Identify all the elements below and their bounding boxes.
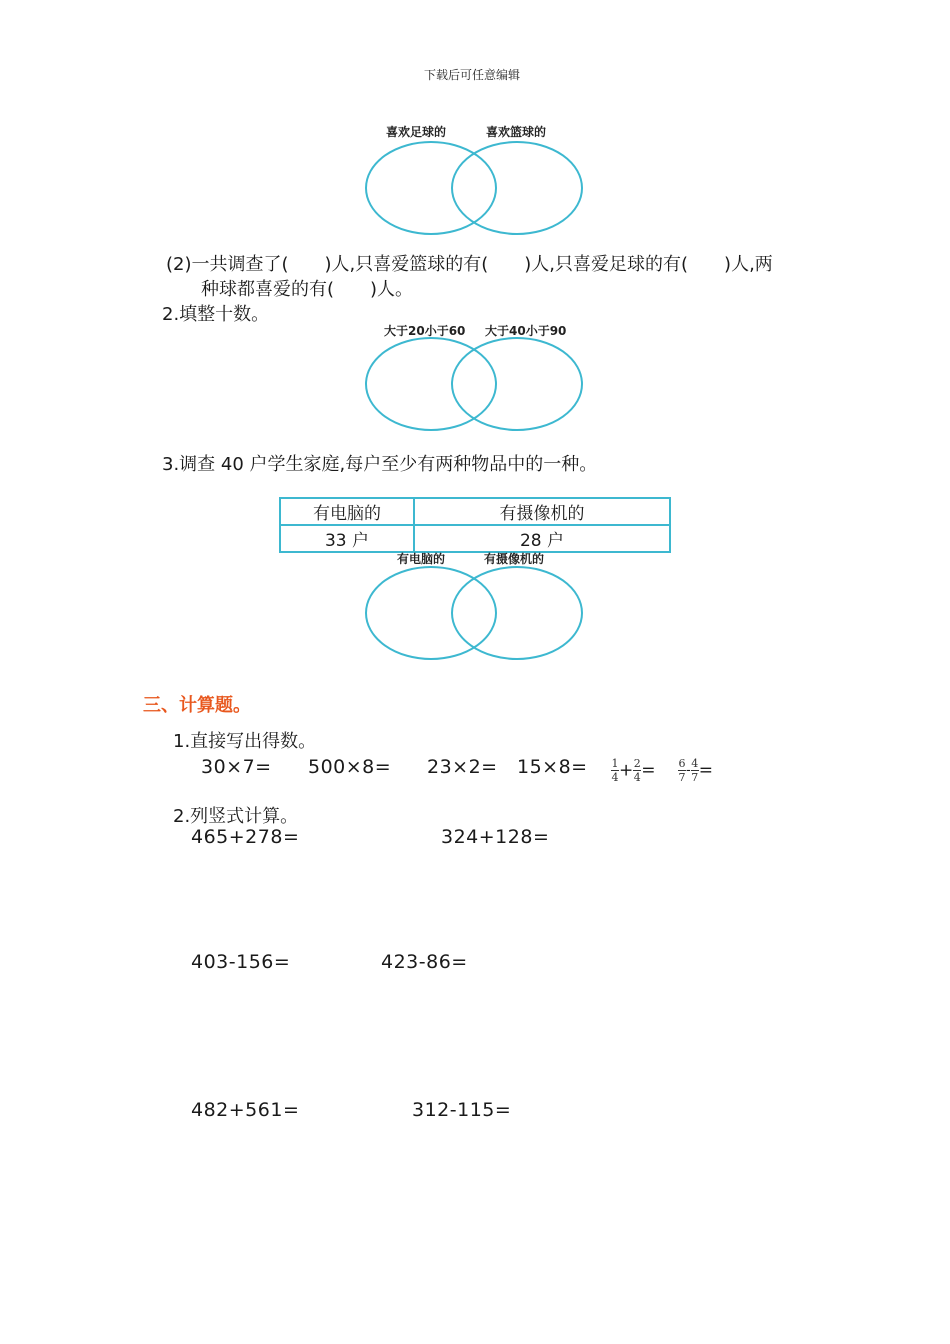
venn2-left-circle [366, 338, 496, 430]
survey-table [279, 497, 671, 553]
question-2-line-2: 种球都喜爱的有( )人。 [201, 279, 414, 300]
vertical-calc-1: 465+278= [191, 826, 300, 848]
venn-diagram-1 [365, 141, 585, 237]
calc-item-3: 23×2= [427, 756, 498, 778]
section-title: 三、计算题。 [143, 695, 251, 716]
table-header-row [280, 498, 670, 525]
fraction-6-7: $\frac{6}{7}$ [678, 757, 686, 784]
table-value-row [280, 525, 670, 552]
venn1-right-circle [452, 142, 582, 234]
venn3-left-label: 有电脑的 [397, 552, 446, 566]
calc-item-4: 15×8= [517, 756, 588, 778]
vertical-calc-4: 423-86= [381, 951, 468, 973]
venn1-left-label: 喜欢足球的 [386, 125, 447, 139]
fraction-expression-a: $\frac{1}{4}$ + $\frac{2}{4}$ = [611, 757, 656, 784]
venn2-right-label: 大于40小于90 [485, 324, 567, 338]
venn-diagram-2 [365, 337, 585, 433]
problem-3-title: 3.调查 40 户学生家庭,每户至少有两种物品中的一种。 [162, 454, 598, 475]
fraction-4-7: $\frac{4}{7}$ [691, 757, 699, 784]
venn3-right-label: 有摄像机的 [484, 552, 545, 566]
calc-item-2: 500×8= [308, 756, 392, 778]
calc-item-1: 30×7= [201, 756, 272, 778]
venn1-right-label: 喜欢篮球的 [486, 125, 547, 139]
venn2-right-circle [452, 338, 582, 430]
fraction-2-4: $\frac{2}{4}$ [633, 757, 641, 784]
table-header-camera: 有摄像机的 [414, 498, 670, 525]
calc-2-title: 2.列竖式计算。 [173, 806, 299, 827]
vertical-calc-5: 482+561= [191, 1099, 300, 1121]
table-value-camera: 28 户 [414, 525, 670, 552]
calc-1-title: 1.直接写出得数。 [173, 731, 317, 752]
venn3-right-circle [452, 567, 582, 659]
problem-2-title: 2.填整十数。 [162, 304, 270, 325]
question-2-line-1: (2)一共调查了( )人,只喜爱篮球的有( )人,只喜爱足球的有( )人,两 [166, 254, 773, 275]
venn2-left-label: 大于20小于60 [384, 324, 466, 338]
table-header-computer: 有电脑的 [280, 498, 414, 525]
page-header: 下载后可任意编辑 [424, 68, 521, 82]
venn-diagram-3 [365, 566, 585, 662]
venn1-left-circle [366, 142, 496, 234]
fraction-1-4: $\frac{1}{4}$ [611, 757, 619, 784]
vertical-calc-3: 403-156= [191, 951, 291, 973]
vertical-calc-2: 324+128= [441, 826, 550, 848]
vertical-calc-6: 312-115= [412, 1099, 512, 1121]
fraction-expression-b: $\frac{6}{7}$ - $\frac{4}{7}$ = [678, 757, 713, 784]
venn3-left-circle [366, 567, 496, 659]
table-value-computer: 33 户 [280, 525, 414, 552]
